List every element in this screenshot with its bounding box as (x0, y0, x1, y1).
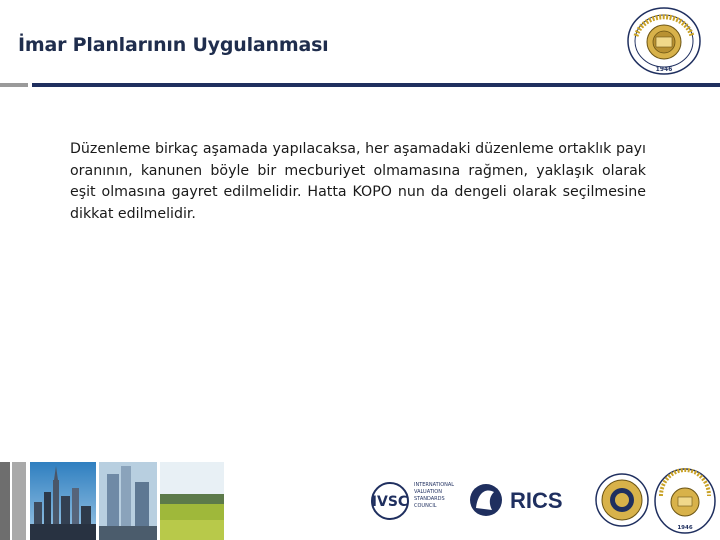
ivsc-caption-3: STANDARDS (414, 496, 445, 502)
ivsc-caption-4: COUNCIL (414, 503, 437, 509)
ankara-university-logo (626, 6, 702, 76)
gold-seal-logo (596, 474, 648, 526)
ivsc-logo (372, 482, 455, 519)
ankara-logo-small (655, 469, 715, 533)
field-image (160, 462, 224, 540)
footer-bar-dark (0, 462, 10, 540)
partner-logos (360, 462, 720, 540)
footer-bar-light (12, 462, 26, 540)
ivsc-wordmark: IVSC (371, 494, 409, 510)
rics-wordmark: RICS (510, 488, 563, 513)
city-skyline-image (30, 462, 96, 540)
header-rule-accent (0, 83, 28, 87)
footer-banner (0, 462, 720, 540)
slide-title: İmar Planlarının Uygulanması (18, 34, 329, 56)
header-rule (32, 83, 720, 87)
footer-logo-year: 1946 (677, 525, 693, 531)
body-paragraph: Düzenleme birkaç aşamada yapılacaksa, her aşamadaki düzenleme ortaklık payı oranının, kanunen böyle bir mecburiyet olmamasına rağmen, yaklaşık olarak eşit olmasına gayret edilmelidir. Hatta KOPO nun da dengeli olarak seçilmesine dikkat edilmelidir. (70, 141, 646, 222)
ivsc-caption-2: VALUATION (414, 489, 442, 495)
towers-image (99, 462, 157, 540)
rics-logo (470, 484, 563, 516)
ivsc-caption-1: INTERNATIONAL (414, 482, 455, 488)
logo-year: 1946 (655, 66, 673, 73)
